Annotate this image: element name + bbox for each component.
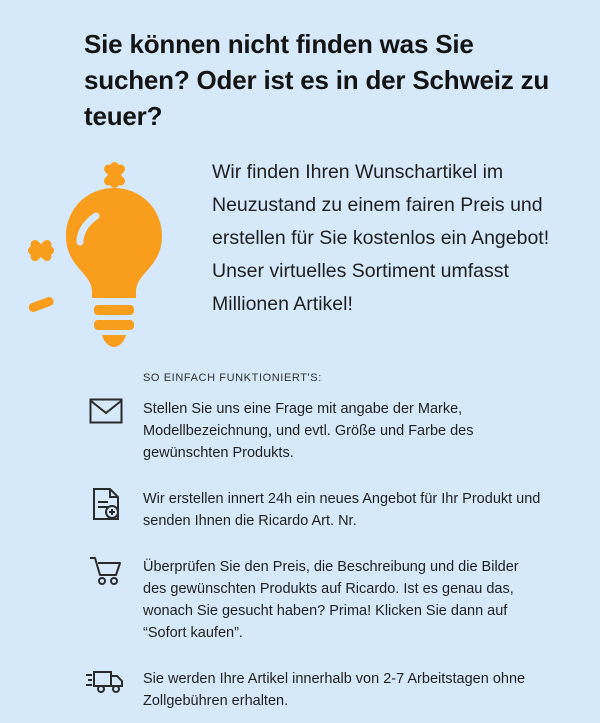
list-item — [143, 488, 583, 532]
step-text: Wir erstellen innert 24h ein neues Angebot für Ihr Produkt und senden Ihnen die Ricardo Art. Nr. — [143, 491, 541, 529]
list-item — [143, 668, 583, 712]
step-text: Überprüfen Sie den Preis, die Beschreibung und die Bilder des gewünschten Produkts auf Ricardo. Ist es genau das, wonach Sie gesucht haben? Prima! Klicken Sie dann auf “Sofort kaufen”. — [143, 559, 519, 641]
envelope-icon — [83, 398, 129, 440]
shopping-cart-icon — [83, 556, 129, 598]
document-add-icon — [83, 488, 129, 530]
page-title: Sie können nicht finden was Sie suchen? Oder ist es in der Schweiz zu teuer? — [84, 29, 550, 131]
hero-description: Wir finden Ihren Wunschartikel im Neuzustand zu einem fairen Preis und erstellen für Sie kostenlos ein Angebot! Unser virtuelles Sortiment umfasst Millionen Artikel! — [212, 161, 550, 315]
hero-section — [0, 150, 600, 365]
steps-section — [143, 372, 583, 723]
step-text: Sie werden Ihre Artikel innerhalb von 2-7 Arbeitstagen ohne Zollgebühren erhalten. — [143, 671, 526, 709]
lightbulb-icon — [26, 160, 201, 350]
steps-title: SO EINFACH FUNKTIONIERT'S: — [143, 372, 322, 384]
delivery-truck-icon — [83, 668, 129, 710]
list-item — [143, 398, 583, 464]
list-item — [143, 556, 583, 644]
step-text: Stellen Sie uns eine Frage mit angabe der Marke, Modellbezeichnung, und evtl. Größe und Farbe des gewünschten Produkts. — [143, 401, 474, 461]
